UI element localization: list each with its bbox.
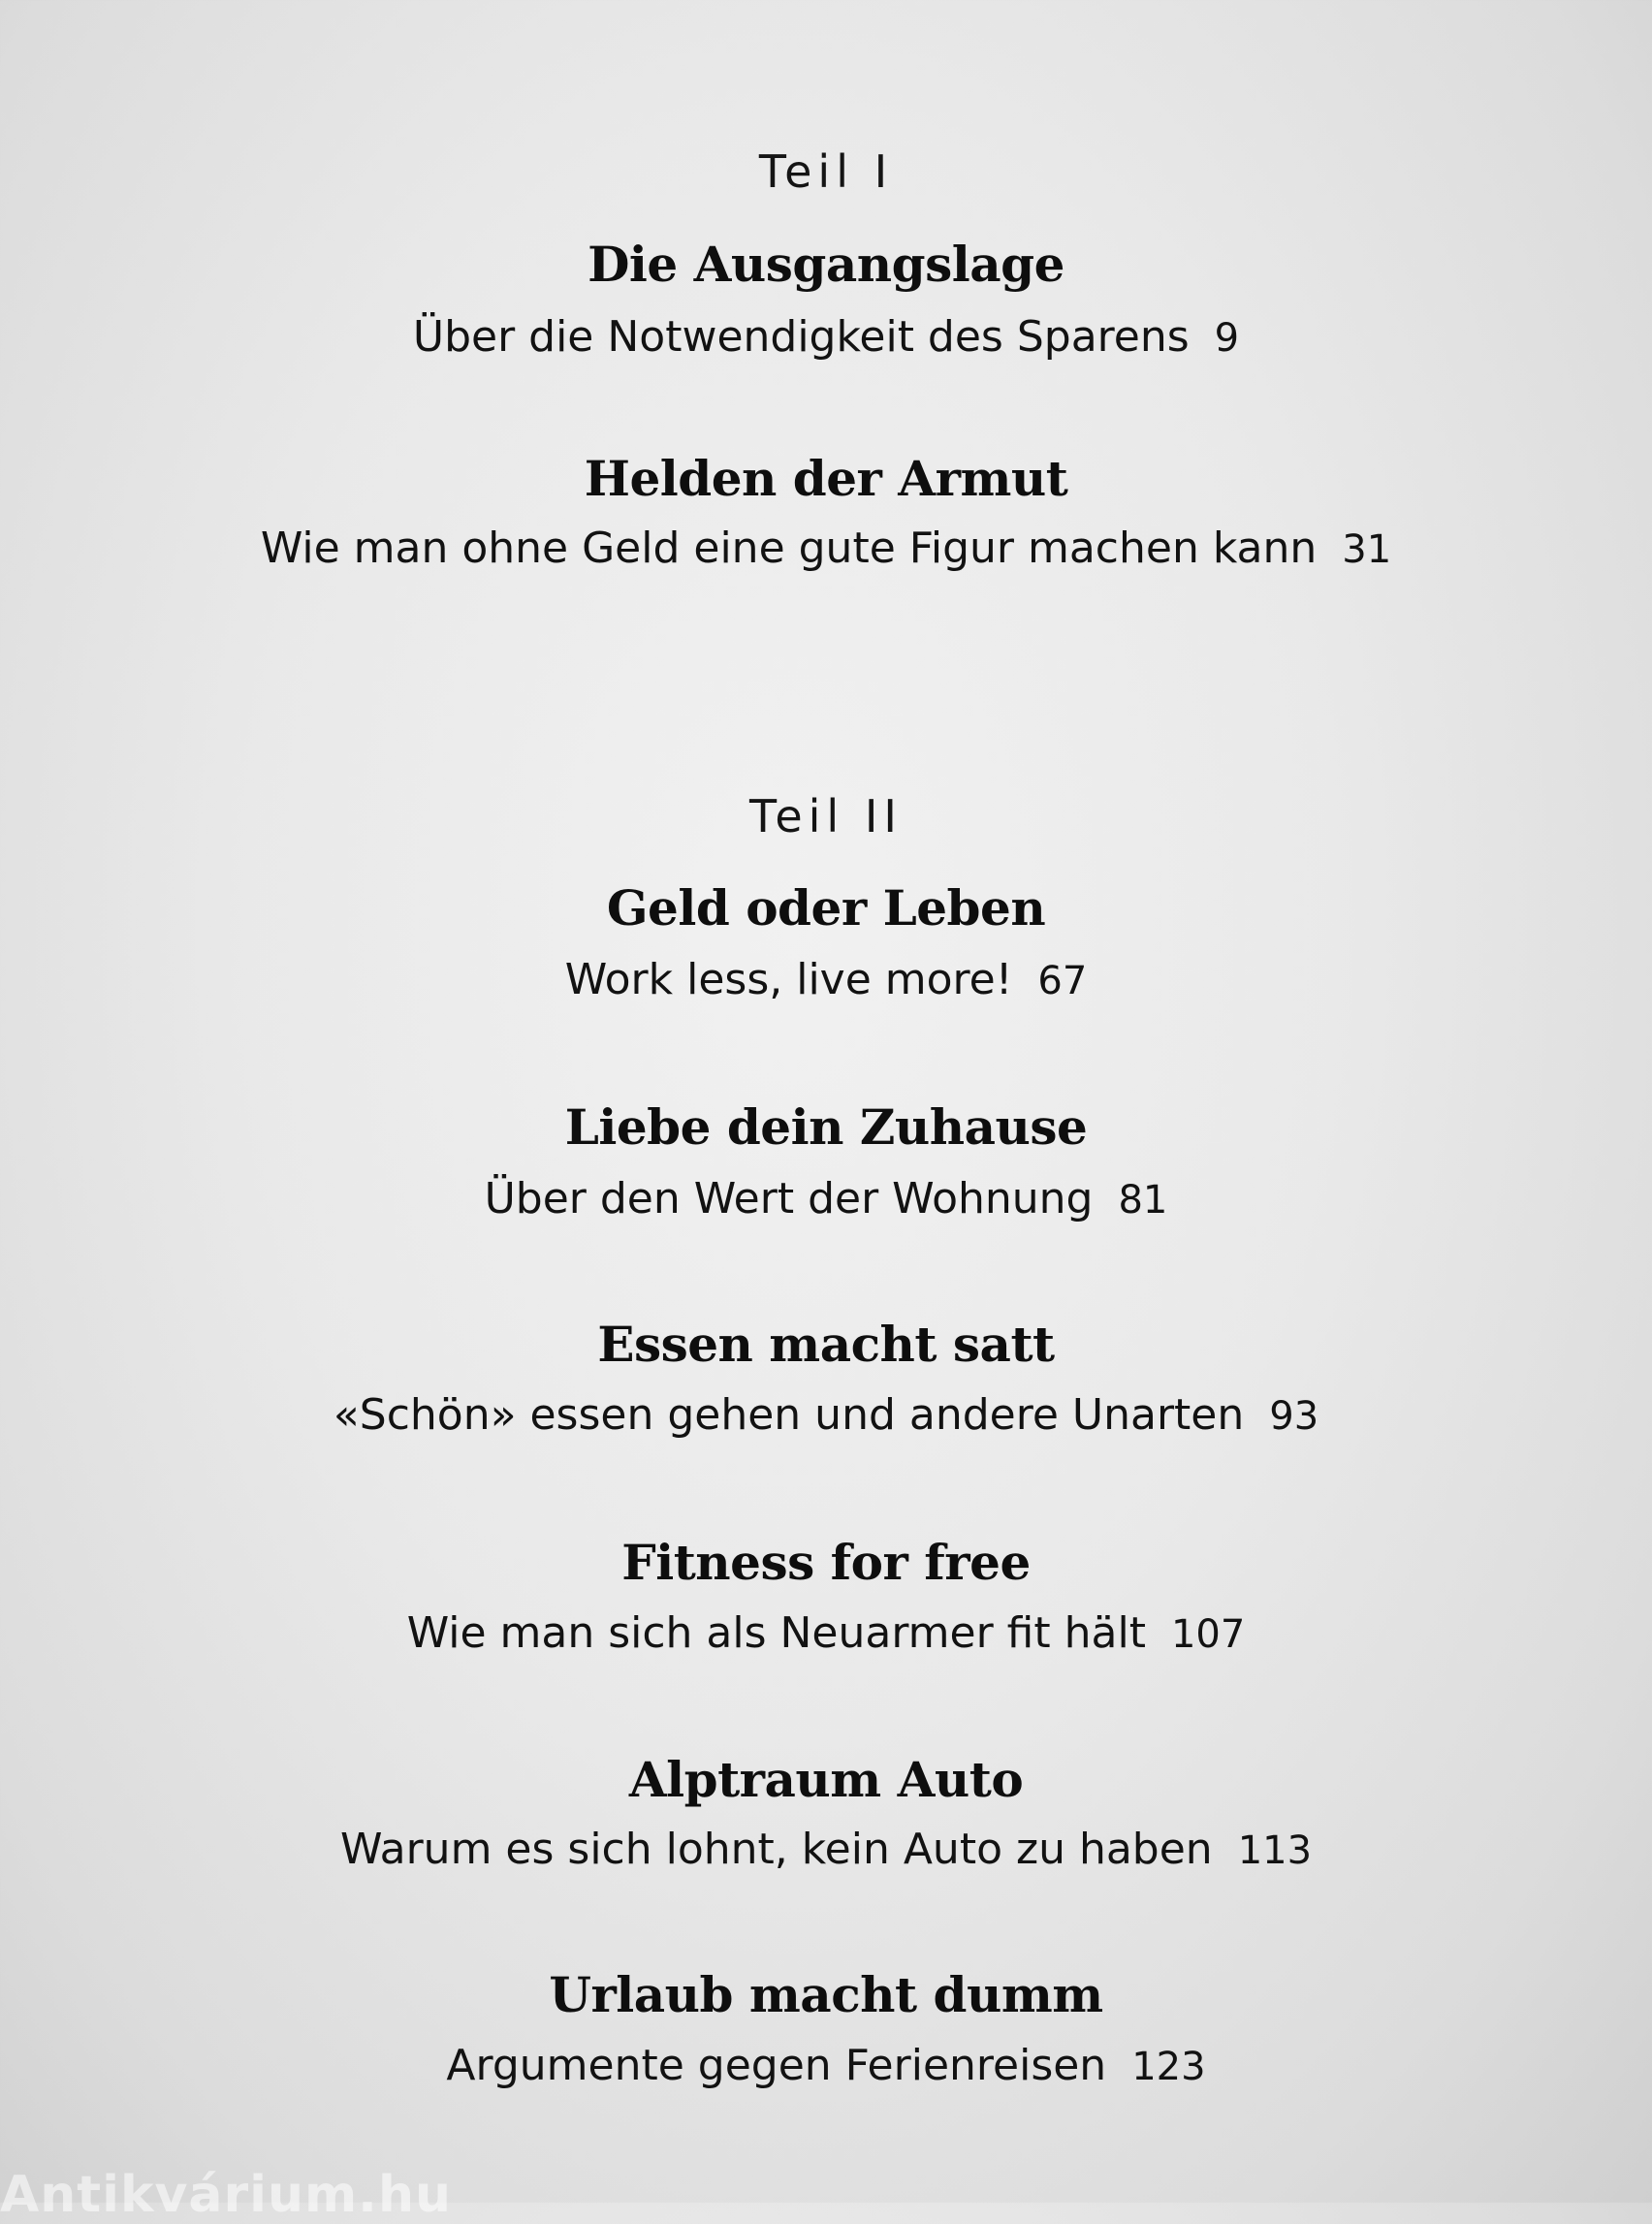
chapter-title: Urlaub macht dumm xyxy=(549,1966,1103,2023)
chapter-page-number: 93 xyxy=(1269,1394,1319,1439)
chapter-subtitle-text: Wie man ohne Geld eine gute Figur machen kann xyxy=(260,524,1318,573)
chapter-subtitle xyxy=(0,1174,1652,1223)
part-heading: Teil II xyxy=(749,790,903,842)
chapter-subtitle-text: Wie man sich als Neuarmer fit hält xyxy=(406,1608,1146,1658)
chapter-title: Essen macht satt xyxy=(597,1316,1055,1373)
chapter-subtitle xyxy=(0,1390,1652,1440)
chapter-subtitle xyxy=(0,2041,1652,2090)
chapter-page-number: 107 xyxy=(1170,1612,1246,1657)
chapter-subtitle xyxy=(0,955,1652,1004)
show-through-shadow xyxy=(291,29,1357,78)
chapter-title: Helden der Armut xyxy=(584,450,1068,507)
watermark: Antikvárium.hu xyxy=(0,2166,452,2224)
chapter-subtitle xyxy=(0,1825,1652,1874)
chapter-title: Die Ausgangslage xyxy=(588,236,1064,293)
chapter-subtitle-text: Argumente gegen Ferienreisen xyxy=(446,2041,1107,2090)
chapter-subtitle xyxy=(0,312,1652,362)
chapter-subtitle-text: Work less, live more! xyxy=(564,955,1013,1004)
chapter-page-number: 67 xyxy=(1037,959,1088,1003)
chapter-subtitle xyxy=(0,1608,1652,1658)
chapter-page-number: 9 xyxy=(1214,316,1240,361)
chapter-title: Geld oder Leben xyxy=(606,879,1046,937)
chapter-subtitle-text: «Schön» essen gehen und andere Unarten xyxy=(333,1390,1245,1440)
chapter-subtitle xyxy=(0,524,1652,573)
chapter-page-number: 31 xyxy=(1342,527,1392,572)
part-heading: Teil I xyxy=(758,145,894,198)
chapter-title: Fitness for free xyxy=(621,1534,1031,1591)
chapter-page-number: 81 xyxy=(1118,1178,1168,1223)
chapter-subtitle-text: Über den Wert der Wohnung xyxy=(484,1174,1094,1223)
chapter-subtitle-text: Über die Notwendigkeit des Sparens xyxy=(412,312,1190,362)
chapter-title: Liebe dein Zuhause xyxy=(564,1098,1088,1156)
chapter-subtitle-text: Warum es sich lohnt, kein Auto zu haben xyxy=(339,1825,1213,1874)
chapter-title: Alptraum Auto xyxy=(628,1751,1024,1808)
chapter-page-number: 123 xyxy=(1131,2045,1206,2089)
chapter-page-number: 113 xyxy=(1237,1828,1313,1873)
